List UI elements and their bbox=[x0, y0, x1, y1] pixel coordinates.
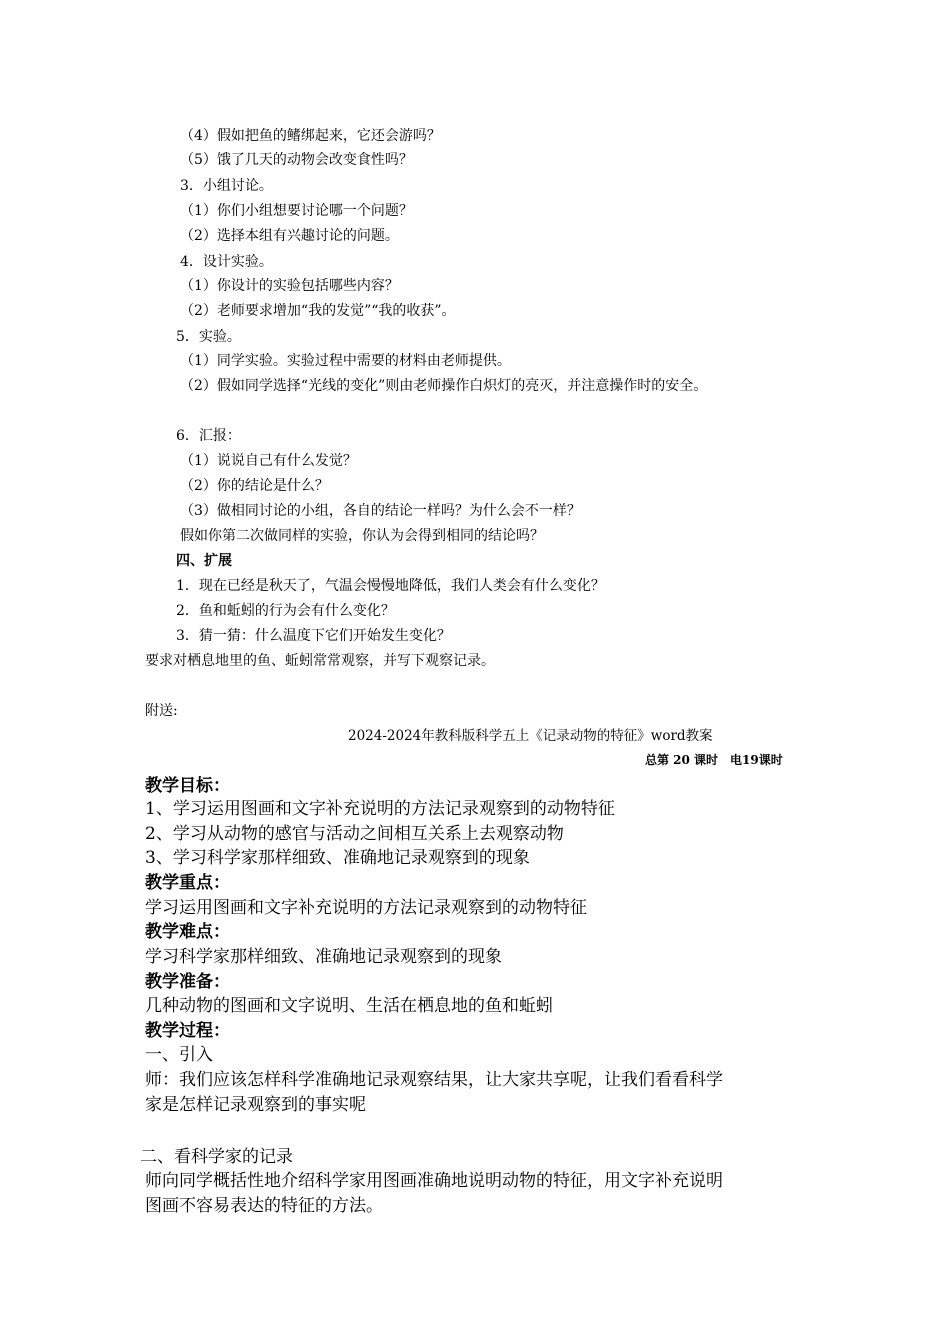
goal-3: 3、学习科学家那样细致、准确地记录观察到的现象 bbox=[145, 848, 530, 868]
extension-item-2: 2．鱼和蚯蚓的行为会有什么变化？ bbox=[176, 603, 395, 619]
step-5-heading: 5．实验。 bbox=[176, 329, 241, 345]
step-3-item-2: （2）选择本组有兴趣讨论的问题。 bbox=[180, 228, 399, 244]
question-4: （4）假如把鱼的鳍绑起来，它还会游吗？ bbox=[180, 128, 441, 144]
section-2-line-1: 师向同学概括性地介绍科学家用图画准确地说明动物的特征，用文字补充说明 bbox=[145, 1171, 723, 1191]
question-5: （5）饿了几天的动物会改变食性吗？ bbox=[180, 152, 413, 168]
difficulties-text: 学习科学家那样细致、准确地记录观察到的现象 bbox=[145, 947, 502, 967]
intro-heading: 一、引入 bbox=[145, 1045, 213, 1065]
lesson-count-meta: 总第 20 课时 电19课时 bbox=[645, 753, 783, 767]
difficulties-heading: 教学难点： bbox=[145, 922, 230, 942]
step-5-item-2: （2）假如同学选择“光线的变化”则由老师操作白炽灯的亮灭，并注意操作时的安全。 bbox=[180, 378, 708, 394]
process-heading: 教学过程： bbox=[145, 1021, 230, 1041]
step-3-item-1: （1）你们小组想要讨论哪一个问题？ bbox=[180, 203, 413, 219]
step-3-heading: 3．小组讨论。 bbox=[180, 178, 273, 194]
goals-heading: 教学目标： bbox=[145, 776, 230, 796]
key-points-heading: 教学重点： bbox=[145, 873, 230, 893]
extension-item-1: 1．现在已经是秋天了，气温会慢慢地降低，我们人类会有什么变化？ bbox=[176, 578, 605, 594]
goal-1: 1、学习运用图画和文字补充说明的方法记录观察到的动物特征 bbox=[145, 799, 615, 819]
extension-item-3: 3．猜一猜：什么温度下它们开始发生变化？ bbox=[176, 628, 451, 644]
step-4-item-1: （1）你设计的实验包括哪些内容？ bbox=[180, 278, 399, 294]
step-6-heading: 6．汇报： bbox=[176, 428, 241, 444]
step-6-item-1: （1）说说自己有什么发觉？ bbox=[180, 453, 357, 469]
intro-line-2: 家是怎样记录观察到的事实呢 bbox=[145, 1095, 366, 1115]
section-2-line-2: 图画不容易表达的特征的方法。 bbox=[145, 1196, 383, 1216]
extension-heading: 四、扩展 bbox=[176, 553, 232, 569]
appendix-label: 附送: bbox=[145, 703, 178, 719]
step-6-item-2: （2）你的结论是什么？ bbox=[180, 478, 329, 494]
key-points-text: 学习运用图画和文字补充说明的方法记录观察到的动物特征 bbox=[145, 898, 587, 918]
preparation-heading: 教学准备： bbox=[145, 972, 230, 992]
goal-2: 2、学习从动物的感官与活动之间相互关系上去观察动物 bbox=[145, 824, 564, 844]
intro-line-1: 师：我们应该怎样科学准确地记录观察结果，让大家共享呢，让我们看看科学 bbox=[145, 1070, 723, 1090]
section-2-heading: 二、看科学家的记录 bbox=[140, 1147, 293, 1167]
step-6-item-4: 假如你第二次做同样的实验，你认为会得到相同的结论吗？ bbox=[180, 528, 544, 544]
extension-requirement: 要求对栖息地里的鱼、蚯蚓常常观察，并写下观察记录。 bbox=[145, 653, 495, 669]
preparation-text: 几种动物的图画和文字说明、生活在栖息地的鱼和蚯蚓 bbox=[145, 996, 553, 1016]
step-6-item-3: （3）做相同讨论的小组，各自的结论一样吗？为什么会不一样？ bbox=[180, 503, 581, 519]
step-4-item-2: （2）老师要求增加“我的发觉”“我的收获”。 bbox=[180, 303, 456, 319]
step-5-item-1: （1）同学实验。实验过程中需要的材料由老师提供。 bbox=[180, 353, 511, 369]
step-4-heading: 4．设计实验。 bbox=[180, 254, 273, 270]
lesson-plan-title: 2024-2024年教科版科学五上《记录动物的特征》word教案 bbox=[348, 728, 713, 744]
